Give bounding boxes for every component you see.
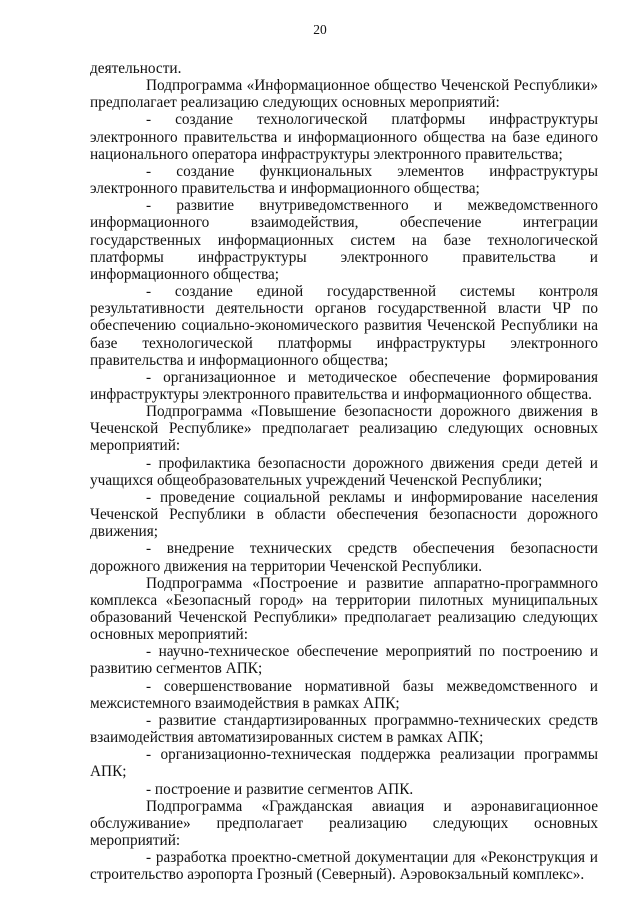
list-item: - развитие стандартизированных программно-технических средств взаимодействия автоматизированных систем в рамках АПК; <box>90 711 598 747</box>
list-item: - профилактика безопасности дорожного движения среди детей и учащихся общеобразовательных учреждений Чеченской Республики; <box>90 454 598 489</box>
list-item: - совершенствование нормативной базы межведомственного и межсистемного взаимодействия в рамках АПК; <box>90 677 598 712</box>
paragraph: Подпрограмма «Повышение безопасности дорожного движения в Чеченской Республике» предполагает реализацию следующих основных мероприятий: <box>90 403 598 455</box>
paragraph: Подпрограмма «Построение и развитие аппаратно-программного комплекса «Безопасный город» на территории пилотных муниципальных образований Чеченской Республики» предполагает реализацию следующих основных мероприятий: <box>90 574 598 644</box>
list-item: - создание функциональных элементов инфраструктуры электронного правительства и информационного общества; <box>90 162 598 198</box>
list-item: - развитие внутриведомственного и межведомственного информационного взаимодействия, обеспечение интеграции государственных информационных систем на базе технологической платформы инфраструктуры электронного правительства и информационного общества; <box>90 197 598 283</box>
list-item: - организационно-техническая поддержка реализации программы АПК; <box>90 746 598 781</box>
list-item: - создание единой государственной системы контроля результативности деятельности органов государственной власти ЧР по обеспечению социально-экономического развития Чеченской Республики на базе технологической платформы инфраструктуры электронного правительства и информационного общества; <box>90 283 598 369</box>
list-item: - построение и развитие сегментов АПК. <box>146 780 414 798</box>
paragraph: деятельности. <box>90 60 182 77</box>
page-number: 20 <box>313 22 327 37</box>
list-item: - научно-техническое обеспечение мероприятий по построению и развитию сегментов АПК; <box>90 643 598 678</box>
list-item: - проведение социальной рекламы и информирование населения Чеченской Республики в области обеспечения безопасности дорожного движения; <box>90 488 598 541</box>
paragraph: Подпрограмма «Информационное общество Чеченской Республики» предполагает реализацию следующих основных мероприятий: <box>90 77 598 112</box>
list-item: - разработка проектно-сметной документации для «Реконструкция и строительство аэропорта Грозный (Северный). Аэровокзальный комплекс». <box>90 849 598 884</box>
list-item: - внедрение технических средств обеспечения безопасности дорожного движения на территории Чеченской Республики. <box>90 540 598 575</box>
document-body <box>90 60 598 884</box>
list-item: - организационное и методическое обеспечение формирования инфраструктуры электронного правительства и информационного общества. <box>90 368 598 403</box>
paragraph: Подпрограмма «Гражданская авиация и аэронавигационное обслуживание» предполагает реализацию следующих основных мероприятий: <box>90 797 598 850</box>
list-item: - создание технологической платформы инфраструктуры электронного правительства и информационного общества на базе единого национального оператора инфраструктуры электронного правительства; <box>90 111 598 163</box>
